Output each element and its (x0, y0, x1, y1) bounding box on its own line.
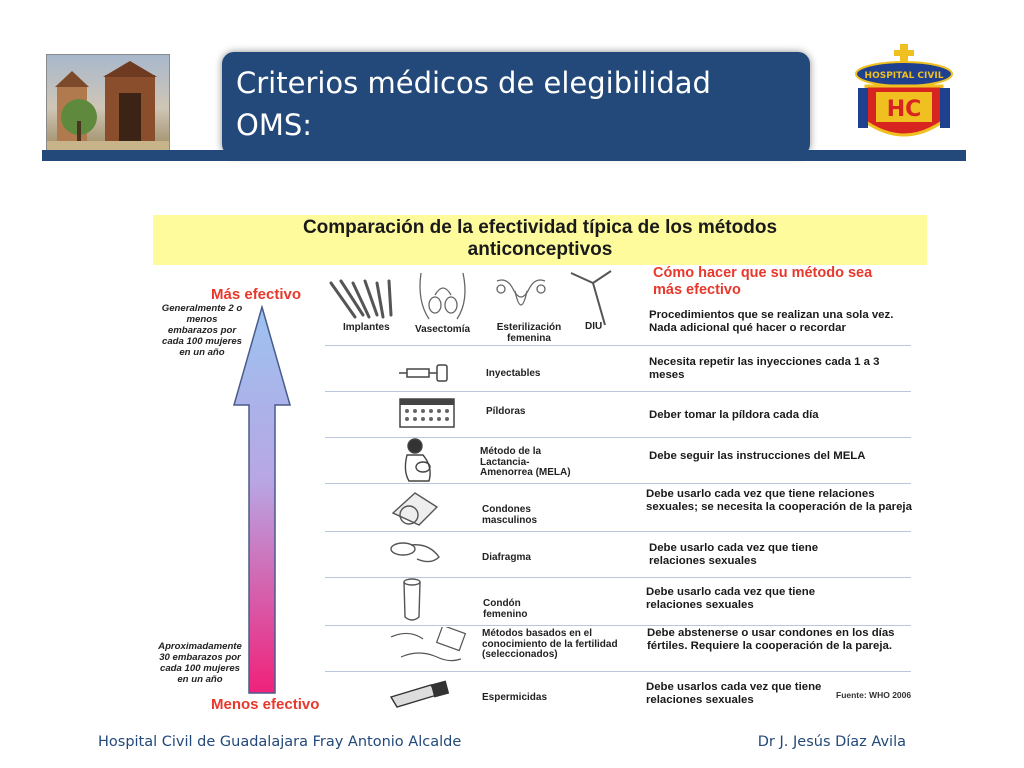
slide-title: Criterios médicos de elegibilidad OMS: (236, 66, 711, 142)
hospital-building-logo (46, 54, 170, 152)
method-pills: Píldoras (486, 406, 526, 417)
advice-row-3: Deber tomar la píldora cada día (649, 409, 819, 421)
pill-pack-icon (399, 397, 455, 429)
advice-row-4: Debe seguir las instrucciones del MELA (649, 450, 866, 462)
female-condom-icon (401, 577, 423, 623)
note-high-effectiveness: Generalmente 2 o menos embarazos por cada 100 mujeres en un año (161, 303, 243, 358)
advice-row-6: Debe usarlo cada vez que tiene relaciones sexuales (649, 542, 819, 567)
row-divider (325, 671, 911, 672)
figure-source: Fuente: WHO 2006 (836, 690, 912, 700)
advice-row-8: Debe abstenerse o usar condones en los días fértiles. Requiere la cooperación de la pareja. (647, 627, 895, 652)
row-divider (325, 483, 911, 484)
less-effective-label: Menos efectivo (211, 696, 320, 713)
female-sterilization-icon (493, 275, 549, 321)
top-method-sterilization: Esterilización femenina (496, 322, 562, 344)
figure-heading-line-2: anticonceptivos (467, 239, 613, 260)
top-method-vasectomy: Vasectomía (415, 324, 471, 335)
hospital-civil-crest-logo (852, 44, 956, 150)
iud-icon (567, 267, 615, 329)
fertility-awareness-icon (389, 627, 469, 669)
footer-author: Dr J. Jesús Díaz Avila (757, 734, 906, 750)
row-divider (325, 531, 911, 532)
more-effective-label: Más efectivo (211, 286, 302, 303)
method-female-condom: Condón femenino (483, 598, 528, 620)
row-divider (325, 625, 911, 626)
implants-icon (325, 277, 407, 321)
advice-row-9: Debe usarlos cada vez que tiene relaciones sexuales (646, 681, 822, 706)
spermicide-icon (389, 677, 451, 711)
method-injectables: Inyectables (486, 368, 541, 379)
male-condom-icon (389, 491, 441, 527)
row-divider (325, 391, 911, 392)
note-low-effectiveness: Aproximadamente 30 embarazos por cada 100 mujeres en un año (158, 641, 242, 685)
method-male-condoms: Condones masculinos (482, 504, 538, 526)
vasectomy-icon (413, 271, 473, 323)
title-underline-bar (42, 150, 966, 161)
injectable-syringe-icon (399, 359, 451, 387)
method-fertility-awareness: Métodos basados en el conocimiento de la fertilidad (seleccionados) (482, 628, 618, 660)
footer-hospital: Hospital Civil de Guadalajara Fray Antonio Alcalde (98, 734, 462, 750)
crest-monogram: HC (886, 97, 922, 122)
diaphragm-icon (389, 535, 441, 569)
breastfeeding-icon (401, 437, 437, 483)
advice-row-2: Necesita repetir las inyecciones cada 1 a 3 meses (649, 356, 880, 381)
advice-row-5: Debe usarlo cada vez que tiene relaciones sexuales; se necesita la cooperación de la pareja (646, 488, 912, 513)
effectiveness-arrow (231, 305, 293, 697)
method-diaphragm: Diafragma (482, 552, 531, 563)
method-spermicides: Espermicidas (482, 692, 548, 703)
crest-lettering: HOSPITAL CIVIL (864, 71, 944, 81)
effectiveness-figure (153, 215, 927, 715)
method-lam: Método de la Lactancia-Amenorrea (MELA) (480, 446, 571, 478)
top-method-iud: DIU (585, 321, 603, 332)
how-to-heading: Cómo hacer que su método sea más efectivo (653, 265, 873, 298)
advice-row-7: Debe usarlo cada vez que tiene relaciones sexuales (646, 586, 816, 611)
advice-row-1: Procedimientos que se realizan una sola vez. Nada adicional qué hacer o recordar (649, 309, 894, 334)
top-method-implants: Implantes (343, 322, 390, 333)
row-divider (325, 345, 911, 346)
figure-heading-line-1: Comparación de la efectividad típica de los métodos (302, 217, 778, 238)
figure-heading (153, 215, 927, 265)
